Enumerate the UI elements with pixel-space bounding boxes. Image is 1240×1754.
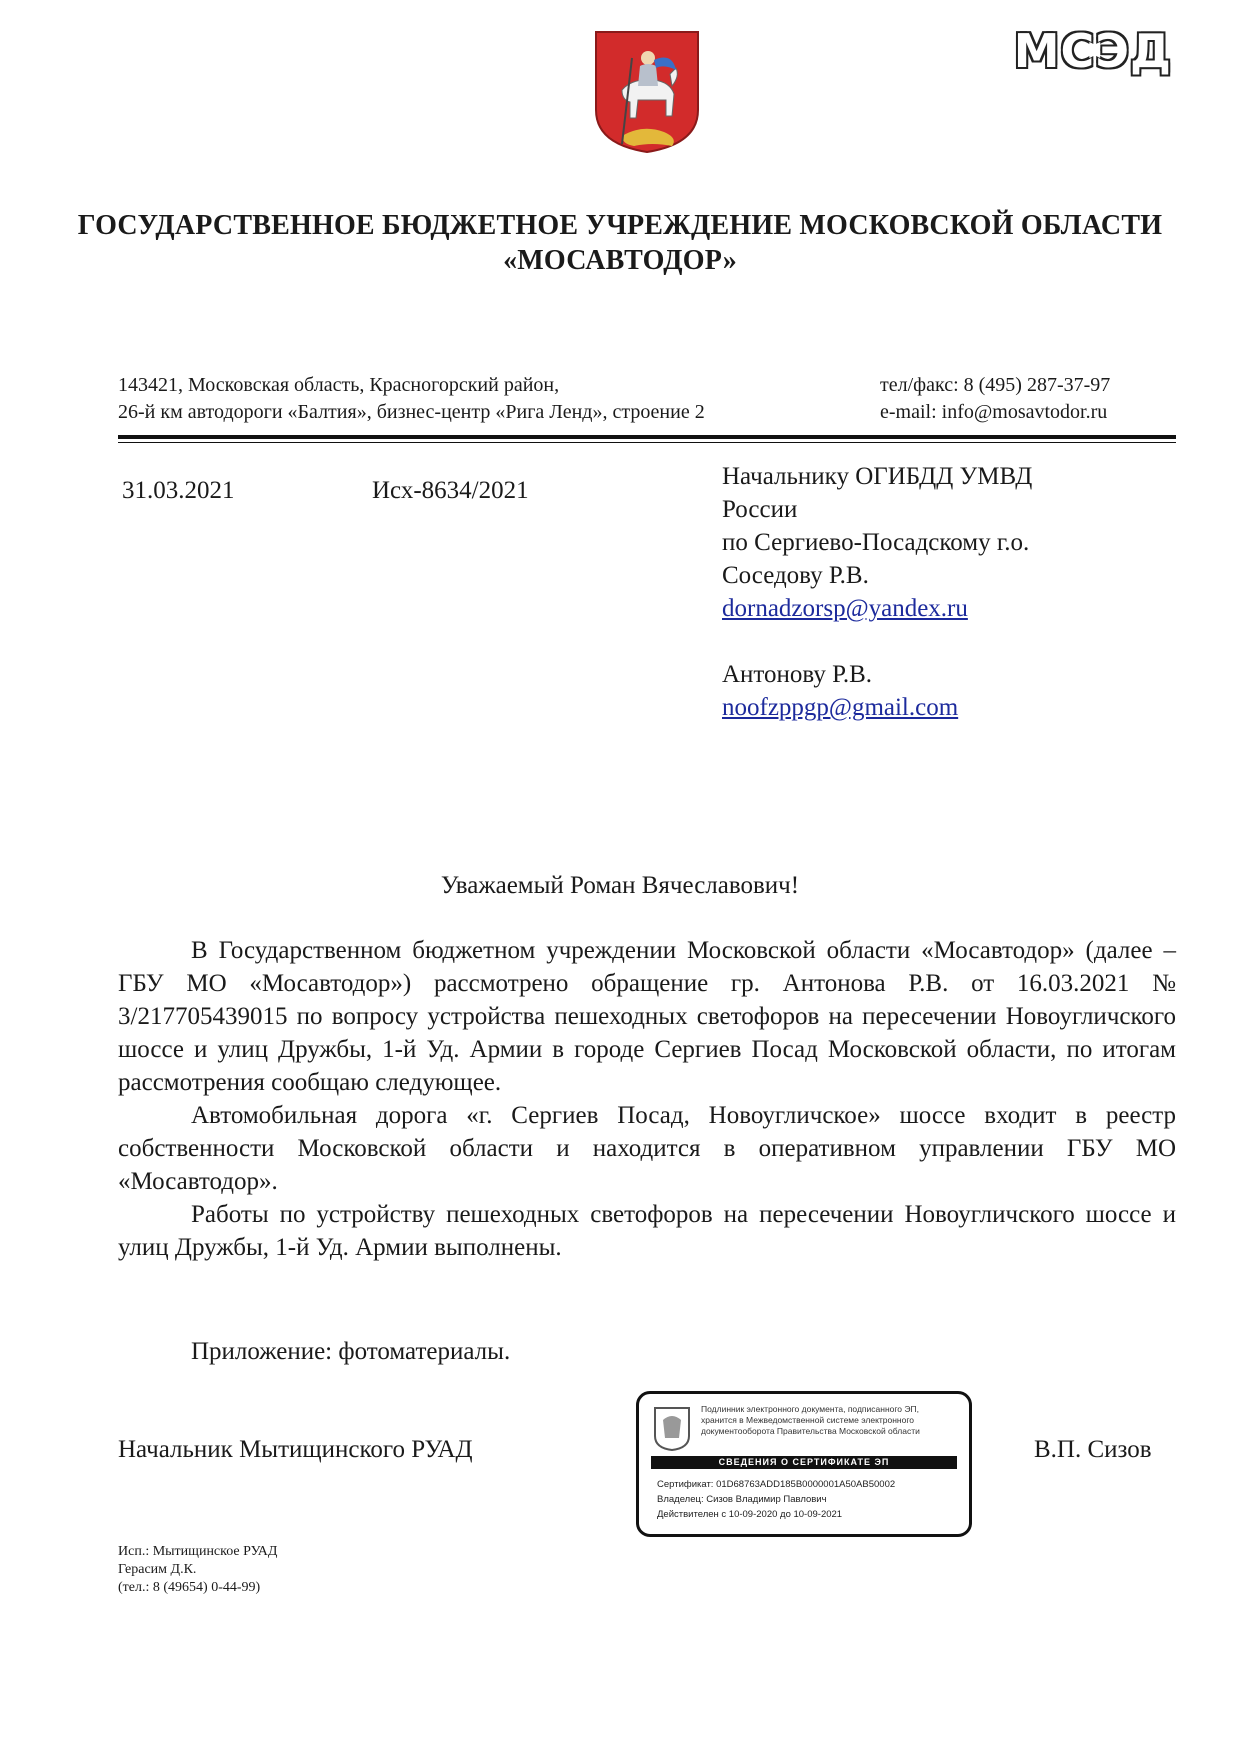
organization-address xyxy=(118,372,705,426)
address-line1: 143421, Московская область, Красногорский район, xyxy=(118,374,560,396)
recipient-line5: Антонову Р.В. xyxy=(722,661,873,688)
stamp-certificate-header: СВЕДЕНИЯ О СЕРТИФИКАТЕ ЭП xyxy=(651,1456,957,1469)
body-paragraph-3: Работы по устройству пешеходных светофоров на пересечении Новоугличского шоссе и улиц Дружбы, 1-й Уд. Армии выполнены. xyxy=(118,1201,1176,1261)
attachment-note: Приложение: фотоматериалы. xyxy=(191,1338,511,1365)
stamp-text-line3: документооборота Правительства Московской области xyxy=(701,1426,920,1436)
recipient-line1: Начальнику ОГИБДД УМВД xyxy=(722,463,1033,490)
recipient-line4: Соседову Р.В. xyxy=(722,562,869,589)
body-paragraph-1: В Государственном бюджетном учреждении Московской области «Мосавтодор» (далее – ГБУ МО «Мосавтодор») рассмотрено обращение гр. Антонова Р.В. от 16.03.2021 № 3/217705439015 по вопросу устройства пешеходных светофоров на пересечении Новоугличского шоссе и улиц Дружбы, 1-й Уд. Армии в городе Сергиев Посад Московской области, по итогам рассмотрения сообщаю следующее. xyxy=(118,937,1176,1096)
organization-name-line2: «МОСАВТОДОР» xyxy=(503,245,737,276)
signatory-position: Начальник Мытищинского РУАД xyxy=(118,1436,473,1463)
certificate-owner: Владелец: Сизов Владимир Павлович xyxy=(657,1494,827,1505)
msed-badge: МСЭД xyxy=(1013,24,1172,78)
recipient-line3: по Сергиево-Посадскому г.о. xyxy=(722,529,1030,556)
recipient-line2: России xyxy=(722,496,798,523)
coat-of-arms-icon xyxy=(592,28,702,156)
header-divider-thin xyxy=(118,442,1176,443)
executor-line1: Исп.: Мытищинское РУАД xyxy=(118,1544,278,1559)
organization-email: e-mail: info@mosavtodor.ru xyxy=(880,401,1108,423)
salutation: Уважаемый Роман Вячеславович! xyxy=(440,872,800,899)
recipient-email-link-2[interactable]: noofzppgp@gmail.com xyxy=(722,694,959,721)
executor-info xyxy=(118,1543,277,1597)
phone-fax: тел/факс: 8 (495) 287-37-97 xyxy=(880,374,1111,396)
electronic-signature-stamp xyxy=(636,1391,972,1537)
stamp-text-line2: хранится в Межведомственной системе электронного xyxy=(701,1415,914,1425)
body-paragraph-2: Автомобильная дорога «г. Сергиев Посад, Новоугличское» шоссе входит в реестр собственности Московской области и находится в оперативном управлении ГБУ МО «Мосавтодор». xyxy=(118,1102,1176,1195)
stamp-emblem-icon xyxy=(653,1406,691,1452)
document-number: Исх-8634/2021 xyxy=(372,477,529,504)
executor-line3: (тел.: 8 (49654) 0-44-99) xyxy=(118,1580,261,1595)
header-divider-thick xyxy=(118,435,1176,439)
certificate-validity: Действителен с 10-09-2020 до 10-09-2021 xyxy=(657,1509,843,1520)
stamp-certificate-details xyxy=(657,1477,895,1522)
certificate-number: Сертификат: 01D68763ADD185B0000001A50AB50002 xyxy=(657,1479,896,1490)
organization-name-line1: ГОСУДАРСТВЕННОЕ БЮДЖЕТНОЕ УЧРЕЖДЕНИЕ МОСКОВСКОЙ ОБЛАСТИ xyxy=(77,210,1163,241)
signatory-name: В.П. Сизов xyxy=(1034,1436,1152,1463)
recipient-email-link-1[interactable]: dornadzorsp@yandex.ru xyxy=(722,595,968,622)
document-date: 31.03.2021 xyxy=(122,477,235,504)
organization-contacts xyxy=(880,372,1110,426)
stamp-text xyxy=(701,1404,965,1437)
executor-line2: Герасим Д.К. xyxy=(118,1562,197,1577)
recipient-block xyxy=(722,460,1032,724)
letter-body xyxy=(118,934,1176,1264)
organization-name xyxy=(0,208,1240,278)
address-line2: 26-й км автодороги «Балтия», бизнес-центр «Рига Ленд», строение 2 xyxy=(118,401,705,423)
stamp-text-line1: Подлинник электронного документа, подписанного ЭП, xyxy=(701,1404,919,1414)
